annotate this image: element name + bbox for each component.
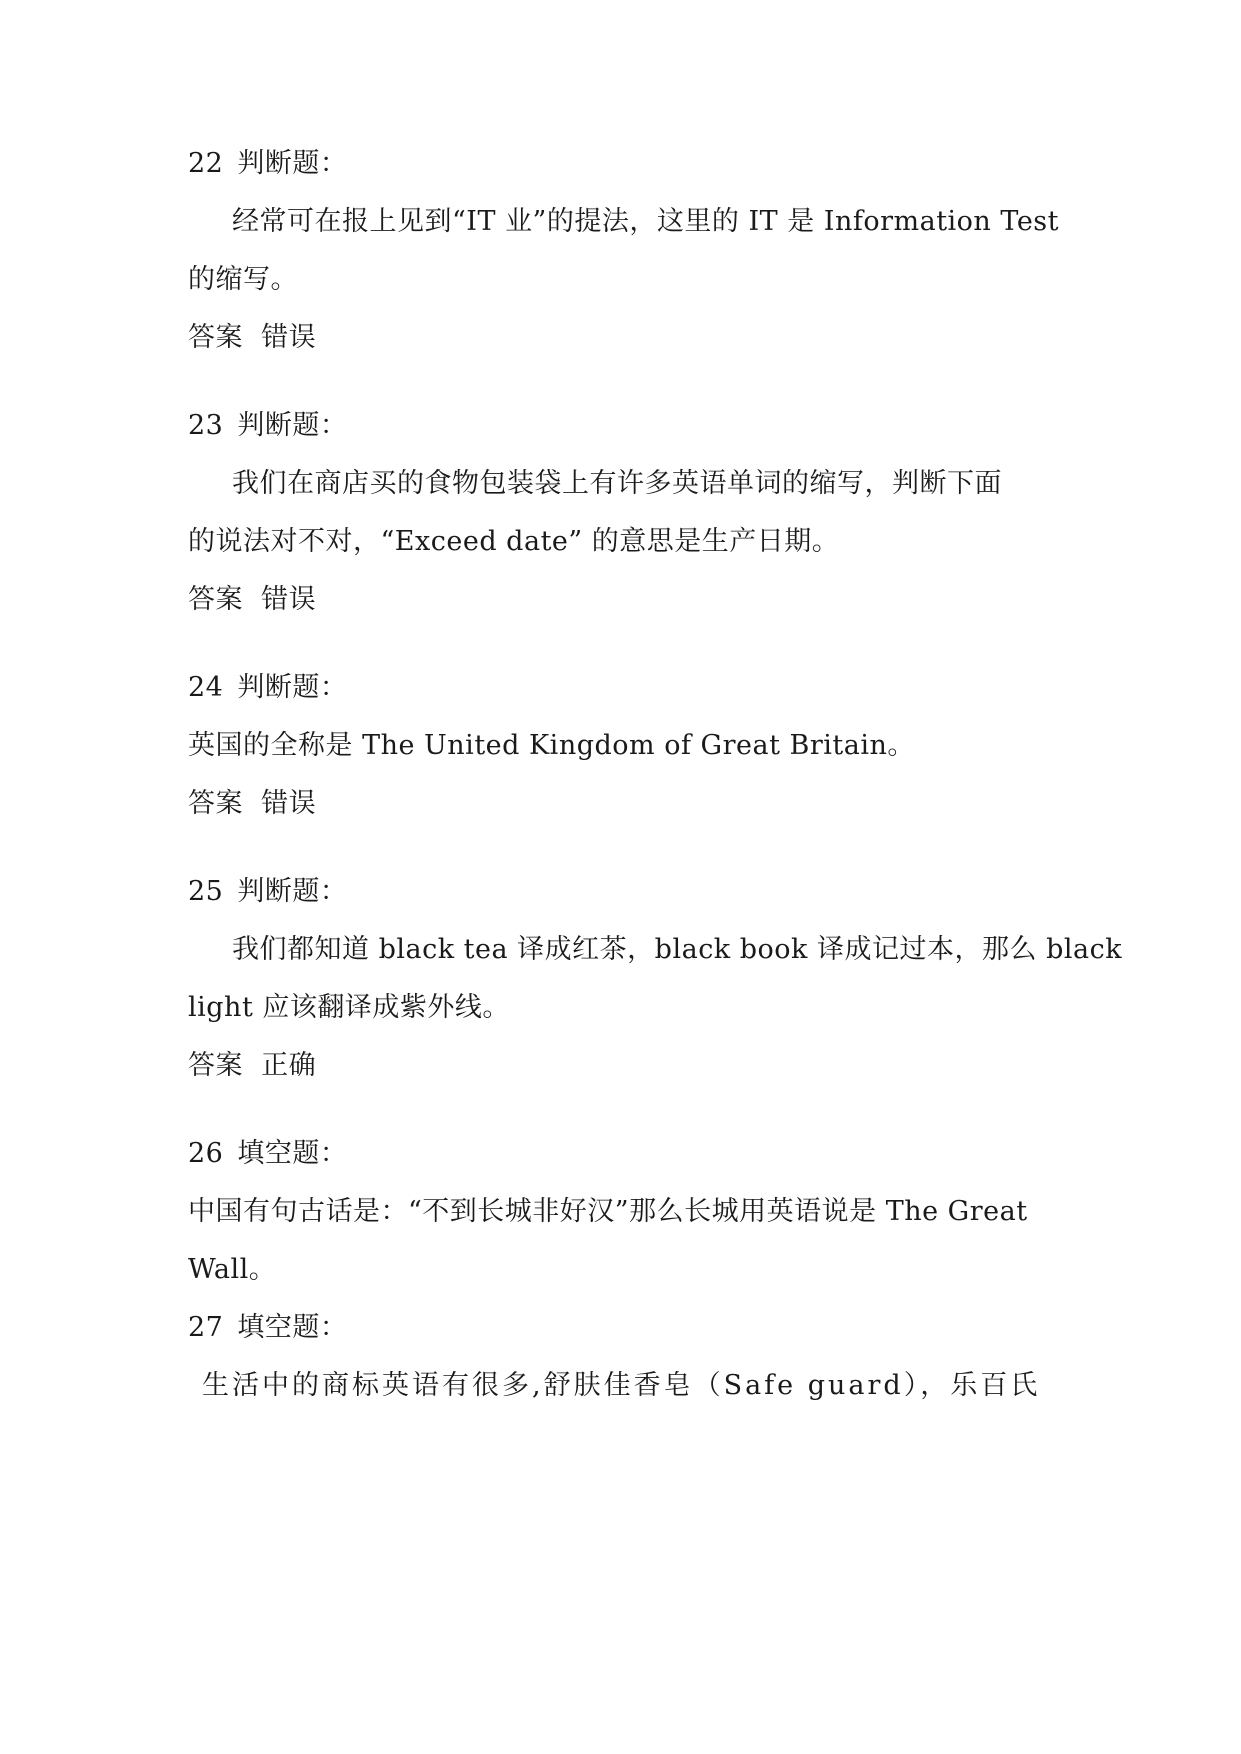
question-23-answer	[188, 582, 316, 618]
question-number: 23	[188, 410, 224, 441]
answer-label: 答案	[188, 584, 243, 615]
question-26-text-line-2: Wall。	[188, 1254, 277, 1285]
question-25-header	[188, 874, 347, 910]
question-24-answer	[188, 786, 316, 822]
answer-label: 答案	[188, 322, 243, 353]
question-type: 填空题：	[237, 1312, 348, 1343]
answer-value: 错误	[261, 584, 317, 615]
question-number: 25	[188, 876, 224, 907]
question-type: 判断题：	[237, 410, 348, 441]
question-type: 判断题：	[237, 148, 348, 179]
question-25-answer	[188, 1048, 316, 1084]
question-22-header	[188, 146, 347, 182]
answer-value: 正确	[261, 1050, 317, 1081]
question-type: 填空题：	[237, 1138, 348, 1169]
question-22-text-line-1: 经常可在报上见到“IT 业”的提法，这里的 IT 是 Information Test	[232, 206, 1060, 237]
answer-label: 答案	[188, 1050, 243, 1081]
question-number: 24	[188, 672, 224, 703]
question-26-text-line-1: 中国有句古话是：“不到长城非好汉”那么长城用英语说是 The Great	[188, 1196, 1028, 1227]
question-23-text-line-2: 的说法对不对，“Exceed date” 的意思是生产日期。	[188, 526, 840, 557]
question-27-header	[188, 1310, 347, 1346]
question-27-text-line-1: 生活中的商标英语有很多,舒肤佳香皂（Safe guard），乐百氏	[202, 1370, 1041, 1401]
answer-value: 错误	[261, 788, 317, 819]
answer-value: 错误	[261, 322, 317, 353]
question-number: 26	[188, 1138, 224, 1169]
question-25-text-line-1: 我们都知道 black tea 译成红茶，black book 译成记过本，那么 black	[232, 934, 1123, 965]
question-23-header	[188, 408, 347, 444]
question-number: 27	[188, 1312, 224, 1343]
question-26-header	[188, 1136, 347, 1172]
question-25-text-line-2: light 应该翻译成紫外线。	[188, 992, 510, 1023]
answer-label: 答案	[188, 788, 243, 819]
question-23-text-line-1: 我们在商店买的食物包装袋上有许多英语单词的缩写，判断下面	[232, 468, 1002, 499]
question-22-text-line-2: 的缩写。	[188, 264, 298, 295]
question-number: 22	[188, 148, 224, 179]
question-type: 判断题：	[237, 672, 348, 703]
question-22-answer	[188, 320, 316, 356]
question-type: 判断题：	[237, 876, 348, 907]
question-24-header	[188, 670, 347, 706]
question-24-text-line-1: 英国的全称是 The United Kingdom of Great Britain。	[188, 730, 915, 761]
